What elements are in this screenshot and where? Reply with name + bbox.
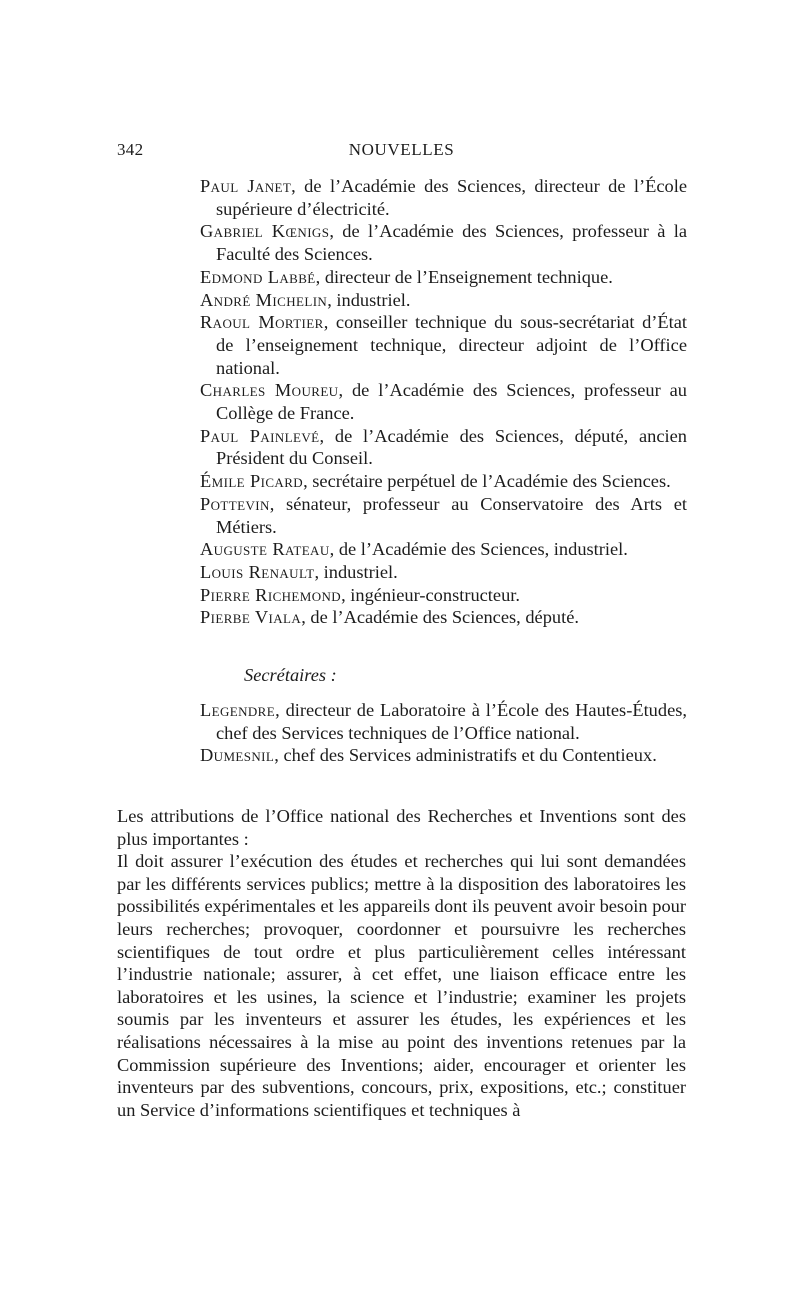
member-entry — [200, 175, 687, 220]
member-description: , industriel. — [314, 561, 398, 582]
secretary-name: Dumesnil — [200, 745, 275, 766]
member-description: , de l’Académie des Sciences, professeur à la Faculté des Sciences. — [216, 221, 687, 265]
page-number: 342 — [117, 140, 144, 159]
member-entry — [200, 379, 687, 424]
member-description: , de l’Académie des Sciences, professeur au Collège de France. — [216, 380, 687, 424]
member-name: Pierre Richemond — [200, 584, 342, 605]
member-description: , conseiller technique du sous-secrétariat d’État de l’enseignement technique, directeur adjoint de l’Office national. — [216, 312, 688, 378]
secretary-name: Legendre — [200, 700, 276, 720]
member-description: , sénateur, professeur au Conservatoire des Arts et Métiers. — [216, 493, 687, 537]
secretary-entry — [200, 744, 687, 767]
member-entry — [200, 266, 687, 289]
member-entry — [200, 606, 687, 629]
member-description: , de l’Académie des Sciences, directeur de l’École supérieure d’électricité. — [216, 176, 688, 219]
running-head: NOUVELLES — [348, 140, 455, 159]
member-name: Louis Renault — [200, 561, 315, 582]
member-name: Charles Moureu — [200, 380, 339, 401]
member-name: Pierbe Viala — [200, 607, 302, 628]
secretary-entry — [200, 699, 687, 744]
member-description: , de l’Académie des Sciences, député. — [301, 607, 579, 628]
member-name: Auguste Rateau — [200, 539, 330, 560]
member-description: , de l’Académie des Sciences, député, ancien Président du Conseil. — [216, 425, 687, 469]
secretaries-heading: Secrétaires : — [244, 665, 337, 685]
member-name: Edmond Labbé — [200, 266, 316, 287]
member-name: Paul Janet — [200, 176, 292, 196]
member-name: Pottevin — [200, 493, 270, 514]
member-entry — [200, 493, 687, 538]
member-entry — [200, 425, 687, 470]
member-entry — [200, 538, 687, 561]
member-name: Émile Picard — [200, 471, 304, 492]
page-header — [117, 140, 686, 164]
member-entry — [200, 311, 687, 379]
member-entry — [200, 289, 687, 312]
member-description: , industriel. — [327, 289, 411, 310]
body-paragraph: Les attributions de l’Office national des Recherches et Inventions sont des plus importantes : — [117, 806, 686, 849]
member-name: Paul Painlevé — [200, 425, 320, 446]
secretary-description: , directeur de Laboratoire à l’École des Hautes-Études, chef des Services techniques de l’Office national. — [216, 700, 687, 743]
member-description: , directeur de l’Enseignement technique. — [315, 266, 613, 287]
member-name: Gabriel Kœnigs — [200, 221, 330, 242]
member-name: Raoul Mortier — [200, 312, 324, 333]
secretary-list — [200, 699, 687, 767]
body-paragraph: Il doit assurer l’exécution des études et recherches qui lui sont demandées par les différents services publics; mettre à la disposition des laboratoires les possibilités expérimentales et les appareils dont ils peuvent avoir besoin pour leurs recherches; provoquer, coordonner et poursuivre les recherches scientifiques de tout ordre et plus particulièrement celles intéressant l’industrie nationale; assurer, à cet effet, une liaison efficace entre les laboratoires et les usines, la science et l’industrie; examiner les projets soumis par les inventeurs et assurer les études, les expériences et les réalisations nécessaires à la mise au point des inventions retenues par la Commission supérieure des Inventions; aider, encourager et orienter les inventeurs par des subventions, concours, prix, expositions, etc.; constituer un Service d’informations scientifiques et techniques à — [117, 851, 686, 1120]
member-description: , ingénieur-constructeur. — [341, 584, 520, 605]
member-description: , de l’Académie des Sciences, industriel. — [329, 539, 628, 560]
member-entry — [200, 561, 687, 584]
member-list — [200, 175, 687, 629]
member-name: André Michelin — [200, 289, 328, 310]
member-entry — [200, 470, 687, 493]
member-entry — [200, 584, 687, 607]
member-description: , secrétaire perpétuel de l’Académie des Sciences. — [303, 471, 671, 492]
member-entry — [200, 220, 687, 265]
body-text — [117, 805, 686, 1121]
secretary-description: , chef des Services administratifs et du Contentieux. — [274, 745, 657, 766]
